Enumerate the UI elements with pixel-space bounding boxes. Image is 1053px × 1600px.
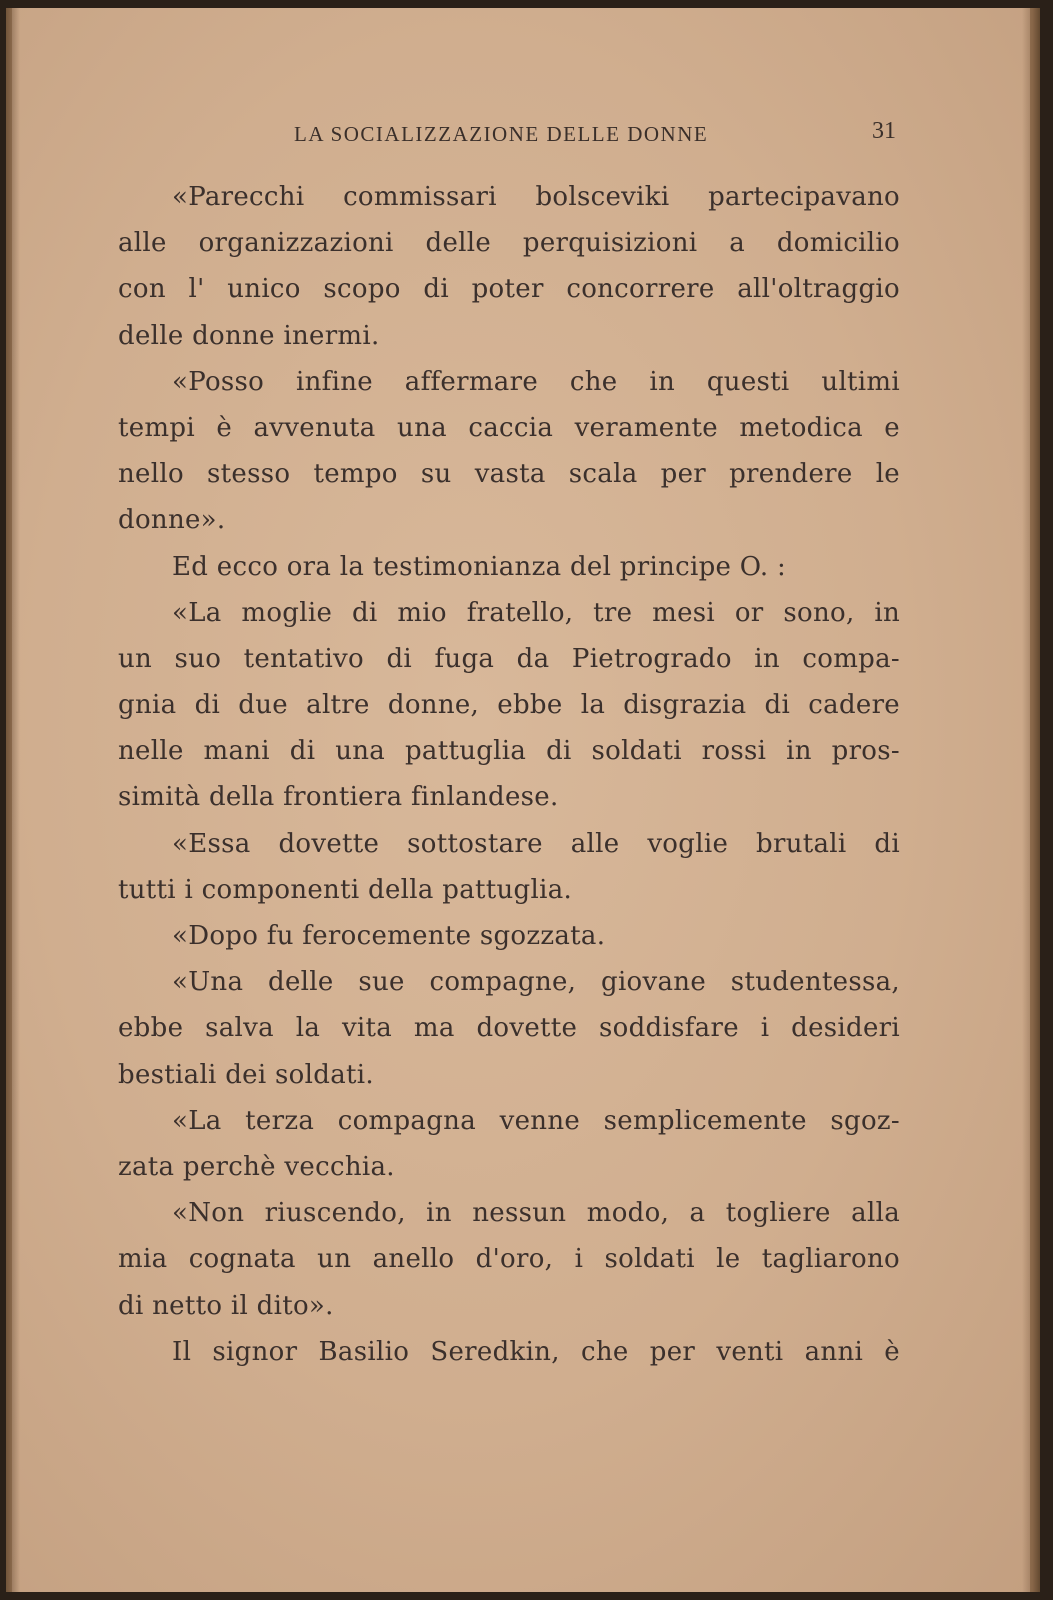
- text-line: tutti i componenti della pattuglia.: [118, 874, 573, 905]
- text-line: simità della frontiera finlandese.: [118, 782, 559, 813]
- text-line: «Dopo fu ferocemente sgozzata.: [172, 921, 606, 951]
- text-line: «Essa dovette sottostare alle voglie brutali di: [172, 828, 900, 859]
- page-number: 31: [872, 118, 896, 144]
- text-line: nelle mani di una pattuglia di soldati rossi in pros-: [118, 736, 900, 767]
- text-line: donne».: [118, 505, 226, 536]
- text-line: «Parecchi commissari bolsceviki partecipavano: [172, 182, 900, 212]
- text-line: zata perchè vecchia.: [118, 1151, 395, 1182]
- text-line: «La terza compagna venne semplicemente sgoz-: [172, 1105, 900, 1136]
- text-line: mia cognata un anello d'oro, i soldati le tagliarono: [118, 1244, 900, 1275]
- text-line: «La moglie di mio fratello, tre mesi or sono, in: [172, 597, 900, 628]
- text-line: un suo tentativo di fuga da Pietrogrado in compa-: [118, 643, 900, 674]
- text-line: nello stesso tempo su vasta scala per prendere le: [118, 459, 900, 490]
- text-line: bestiali dei soldati.: [118, 1059, 374, 1090]
- running-head: LA SOCIALIZZAZIONE DELLE DONNE: [294, 122, 709, 146]
- text-line: «Posso infine affermare che in questi ultimi: [172, 366, 900, 397]
- text-line: tempi è avvenuta una caccia veramente metodica e: [118, 412, 900, 443]
- text-line: di netto il dito».: [118, 1290, 334, 1321]
- book-page: [6, 8, 1040, 1592]
- text-line: «Non riuscendo, in nessun modo, a togliere alla: [172, 1198, 900, 1229]
- text-line: ebbe salva la vita ma dovette soddisfare i desideri: [118, 1013, 900, 1044]
- text-line: con l' unico scopo di poter concorrere all'oltraggio: [118, 274, 900, 305]
- body-text: [118, 174, 900, 1375]
- text-line: Ed ecco ora la testimonianza del principe O. :: [172, 551, 787, 582]
- text-line: gnia di due altre donne, ebbe la disgrazia di cadere: [118, 690, 900, 721]
- text-line: «Una delle sue compagne, giovane studentessa,: [172, 967, 900, 998]
- text-line: alle organizzazioni delle perquisizioni a domicilio: [118, 228, 900, 259]
- text-line: delle donne inermi.: [118, 320, 380, 351]
- text-line: Il signor Basilio Seredkin, che per venti anni è: [172, 1336, 900, 1367]
